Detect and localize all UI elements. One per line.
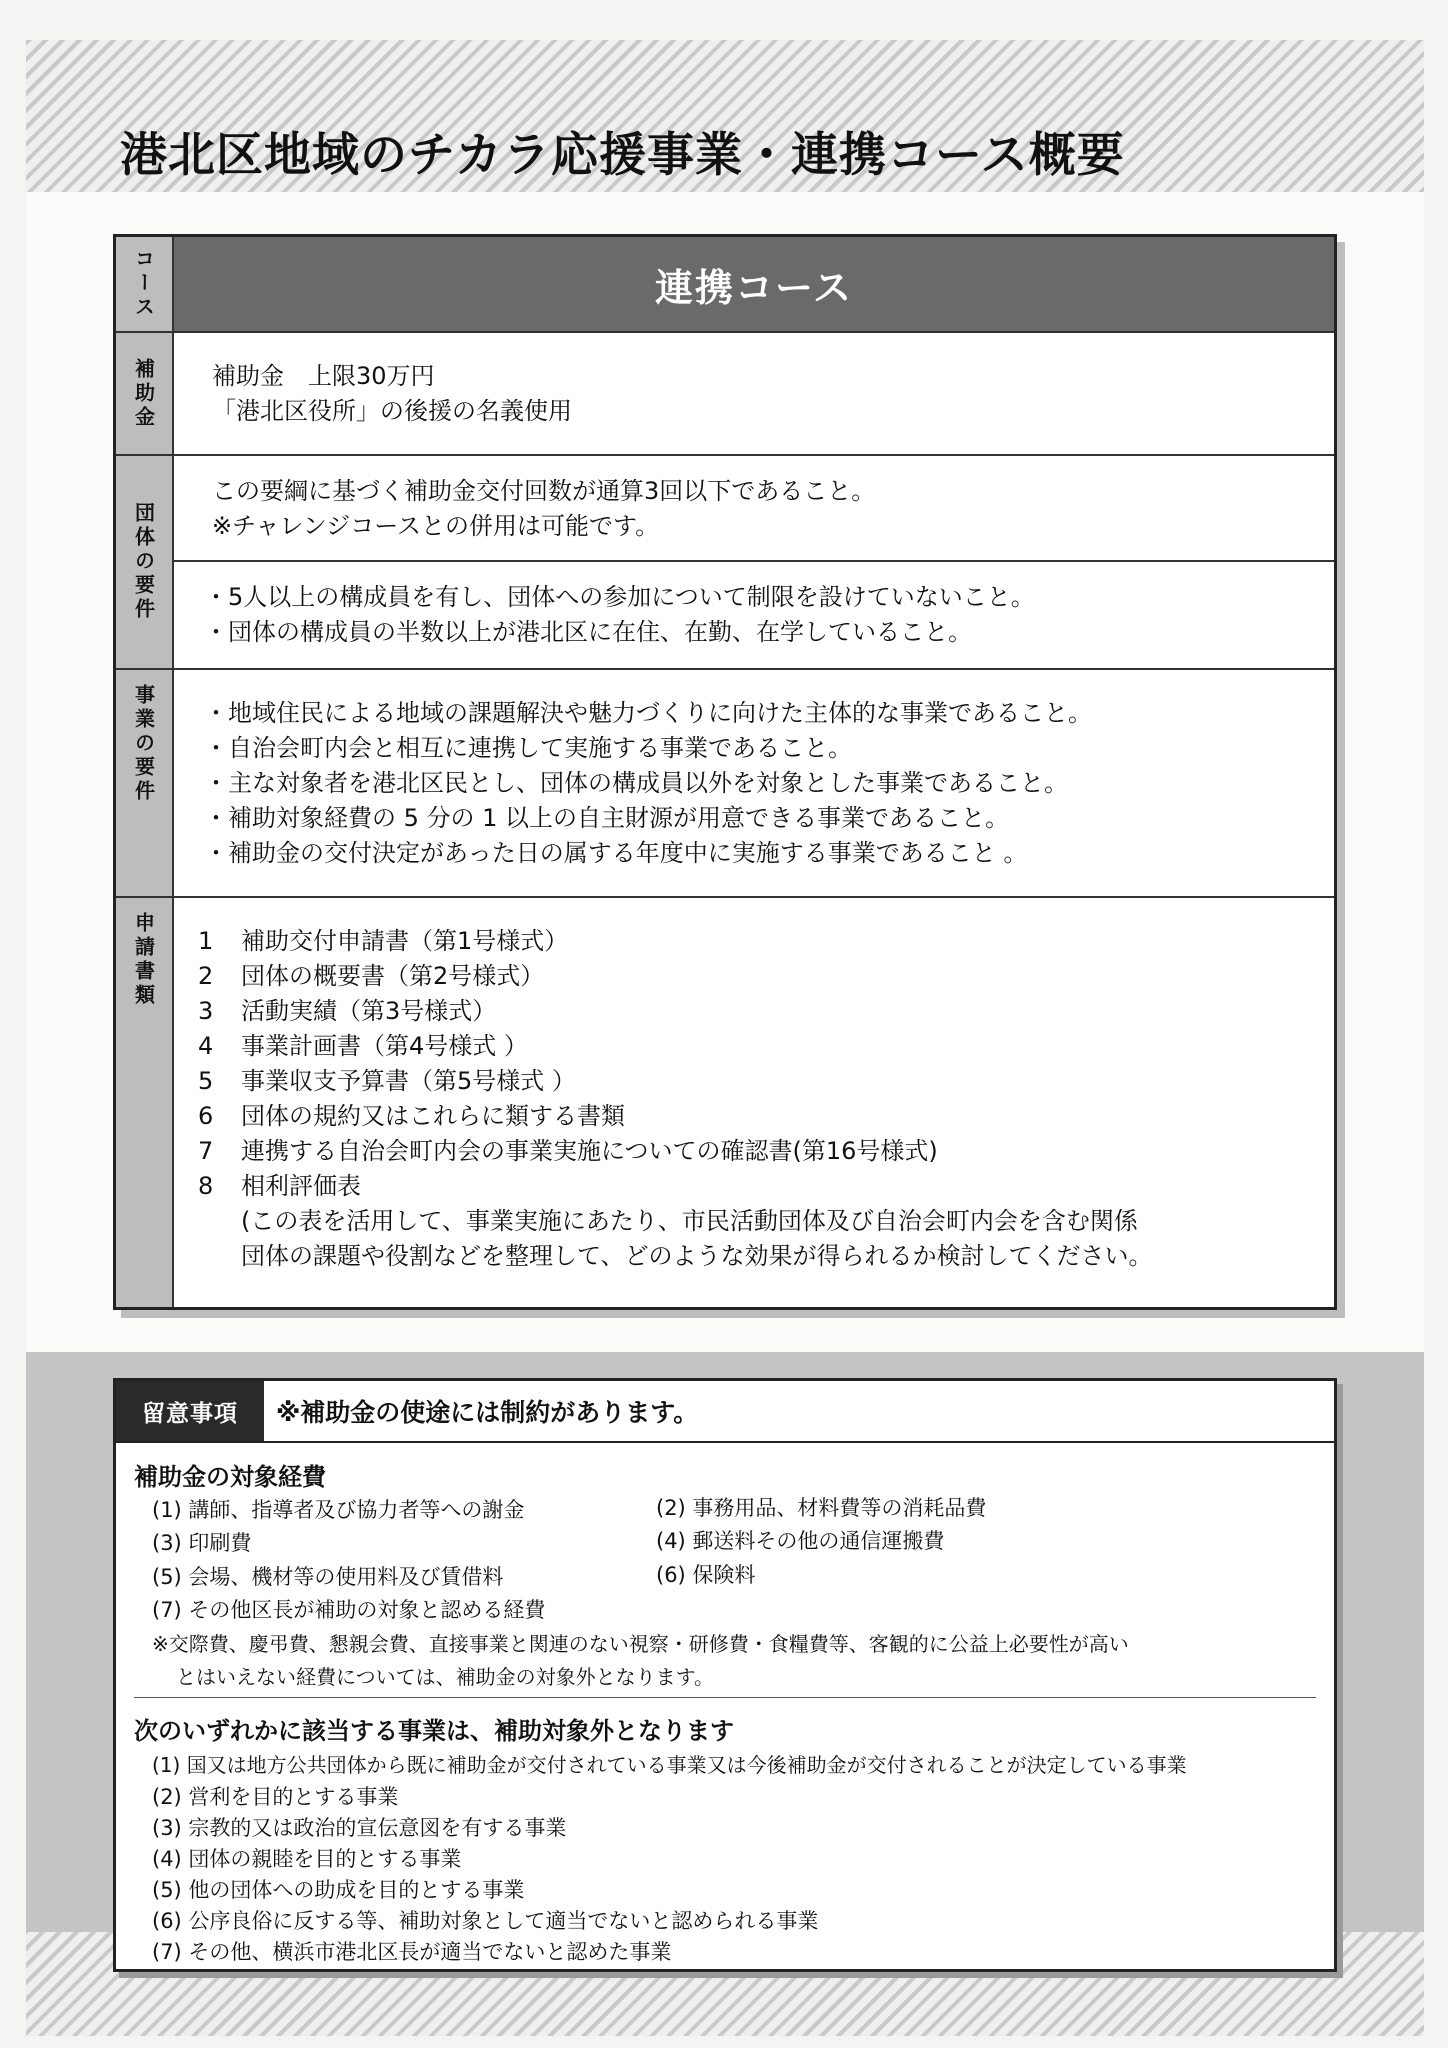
project-label: 事業の要件 bbox=[131, 684, 156, 804]
course-name: 連携コース bbox=[174, 237, 1334, 331]
doc-num: 5 bbox=[198, 1067, 214, 1095]
project-line: ・補助対象経費の 5 分の 1 以上の自主財源が用意できる事業であること。 bbox=[204, 804, 1010, 832]
doc-num: 7 bbox=[198, 1137, 214, 1165]
docs-note-line: (この表を活用して、事業実施にあたり、市民活動団体及び自治会町内会を含む関係 bbox=[241, 1207, 1138, 1235]
doc-item bbox=[198, 924, 1334, 959]
doc-item bbox=[198, 1134, 1334, 1169]
docs-label: 申請書類 bbox=[131, 912, 156, 1008]
doc-text: 活動実績（第3号様式） bbox=[241, 997, 497, 1025]
subsidy-line: 補助金 上限30万円 bbox=[212, 362, 435, 390]
eligible-item: (5) 会場、機材等の使用料及び賃借料 bbox=[152, 1565, 504, 1589]
doc-text: 連携する自治会町内会の事業実施についての確認書(第16号様式) bbox=[241, 1137, 938, 1165]
doc-num: 1 bbox=[198, 927, 214, 955]
ineligible-item: (6) 公序良俗に反する等、補助対象として適当でないと認められる事業 bbox=[152, 1909, 819, 1933]
course-label-cell bbox=[116, 237, 174, 331]
project-row bbox=[116, 670, 1334, 898]
eligible-item: (7) その他区長が補助の対象と認める経費 bbox=[152, 1598, 546, 1622]
doc-item bbox=[198, 1064, 1334, 1099]
eligible-note: ※交際費、慶弔費、懇親会費、直接事業と関連のない視察・研修費・食糧費等、客観的に公益上必要性が高い bbox=[152, 1632, 1129, 1656]
eligible-item: (4) 郵送料その他の通信運搬費 bbox=[656, 1529, 945, 1553]
ineligible-item: (7) その他、横浜市港北区長が適当でないと認めた事業 bbox=[152, 1940, 672, 1964]
subsidy-label: 補助金 bbox=[131, 357, 156, 430]
doc-item bbox=[198, 959, 1334, 994]
doc-item bbox=[198, 1029, 1334, 1064]
page-title: 港北区地域のチカラ応援事業・連携コース概要 bbox=[120, 128, 1125, 183]
eligible-note: とはいえない経費については、補助金の対象外となります。 bbox=[176, 1665, 714, 1689]
ineligible-item: (5) 他の団体への助成を目的とする事業 bbox=[152, 1878, 525, 1902]
doc-text: 相利評価表 bbox=[241, 1172, 361, 1200]
doc-text: 補助交付申請書（第1号様式） bbox=[241, 927, 569, 955]
group-line: ・5人以上の構成員を有し、団体への参加について制限を設けていないこと。 bbox=[204, 583, 1035, 611]
course-row bbox=[116, 237, 1334, 333]
group-label: 団体の要件 bbox=[131, 502, 156, 622]
ineligible-heading: 次のいずれかに該当する事業は、補助対象外となります bbox=[134, 1717, 734, 1745]
doc-item bbox=[198, 1099, 1334, 1134]
project-line: ・主な対象者を港北区民とし、団体の構成員以外を対象とした事業であること。 bbox=[204, 769, 1068, 797]
doc-text: 団体の規約又はこれらに類する書類 bbox=[241, 1102, 625, 1130]
doc-text: 事業収支予算書（第5号様式 ） bbox=[241, 1067, 576, 1095]
ineligible-item: (4) 団体の親睦を目的とする事業 bbox=[152, 1847, 462, 1871]
course-label: コース bbox=[131, 248, 156, 320]
project-line: ・地域住民による地域の課題解決や魅力づくりに向けた主体的な事業であること。 bbox=[204, 699, 1092, 727]
project-label-cell bbox=[116, 670, 174, 896]
group-divider bbox=[174, 560, 1334, 562]
doc-num: 3 bbox=[198, 997, 214, 1025]
eligible-item: (2) 事務用品、材料費等の消耗品費 bbox=[656, 1496, 987, 1520]
doc-text: 事業計画書（第4号様式 ） bbox=[241, 1032, 528, 1060]
notes-badge: 留意事項 bbox=[116, 1381, 264, 1441]
notes-box bbox=[113, 1378, 1337, 1972]
doc-num: 6 bbox=[198, 1102, 214, 1130]
group-line: この要綱に基づく補助金交付回数が通算3回以下であること。 bbox=[212, 477, 876, 505]
subsidy-row bbox=[116, 333, 1334, 456]
group-line: ※チャレンジコースとの併用は可能です。 bbox=[212, 512, 660, 540]
eligible-item: (3) 印刷費 bbox=[152, 1531, 252, 1555]
docs-label-cell bbox=[116, 898, 174, 1307]
subsidy-line: 「港北区役所」の後援の名義使用 bbox=[212, 397, 572, 425]
project-content bbox=[174, 696, 1334, 871]
doc-item bbox=[198, 1169, 1334, 1204]
subsidy-content bbox=[174, 359, 1334, 429]
group-row bbox=[116, 456, 1334, 670]
docs-note-line: 団体の課題や役割などを整理して、どのような効果が得られるか検討してください。 bbox=[241, 1242, 1153, 1270]
group-label-cell bbox=[116, 456, 174, 668]
doc-num: 8 bbox=[198, 1172, 214, 1200]
notes-warning: ※補助金の使途には制約があります。 bbox=[276, 1398, 699, 1427]
subsidy-label-cell bbox=[116, 333, 174, 454]
notes-divider bbox=[134, 1697, 1316, 1698]
eligible-item: (6) 保険料 bbox=[656, 1563, 756, 1587]
project-line: ・補助金の交付決定があった日の属する年度中に実施する事業であること 。 bbox=[204, 839, 1028, 867]
doc-text: 団体の概要書（第2号様式） bbox=[241, 962, 545, 990]
group-content-b bbox=[174, 580, 1334, 650]
doc-num: 4 bbox=[198, 1032, 214, 1060]
ineligible-item: (2) 営利を目的とする事業 bbox=[152, 1785, 399, 1809]
group-content-a bbox=[174, 474, 1334, 544]
group-line: ・団体の構成員の半数以上が港北区に在住、在勤、在学していること。 bbox=[204, 618, 972, 646]
doc-num: 2 bbox=[198, 962, 214, 990]
project-line: ・自治会町内会と相互に連携して実施する事業であること。 bbox=[204, 734, 852, 762]
notes-header bbox=[116, 1381, 1334, 1443]
eligible-heading: 補助金の対象経費 bbox=[134, 1463, 326, 1491]
eligible-item: (1) 講師、指導者及び協力者等への謝金 bbox=[152, 1498, 525, 1522]
docs-content bbox=[174, 924, 1334, 1274]
doc-item bbox=[198, 994, 1334, 1029]
docs-row bbox=[116, 898, 1334, 1307]
ineligible-item: (1) 国又は地方公共団体から既に補助金が交付されている事業又は今後補助金が交付されることが決定している事業 bbox=[152, 1753, 1187, 1777]
course-table bbox=[113, 234, 1337, 1310]
ineligible-item: (3) 宗教的又は政治的宣伝意図を有する事業 bbox=[152, 1816, 567, 1840]
